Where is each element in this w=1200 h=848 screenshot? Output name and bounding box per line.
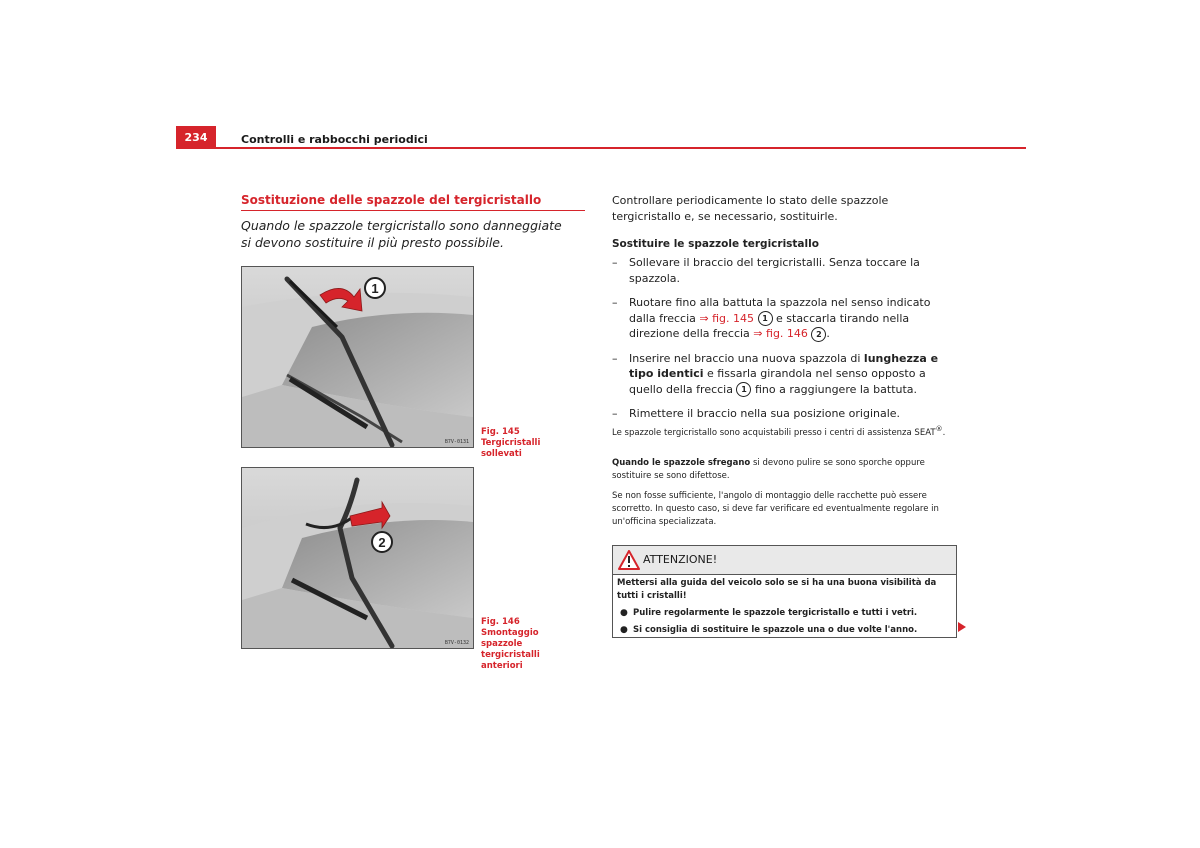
warning-bullet-text: Pulire regolarmente le spazzole tergicristallo e tutti i vetri.: [633, 608, 918, 618]
dash: –: [612, 256, 618, 269]
wiper-raised-illustration: [242, 267, 473, 447]
step-3: [612, 351, 957, 398]
bullet-dot: ●: [620, 608, 628, 618]
warning-lead: Mettersi alla guida del veicolo solo se si ha una buona visibilità da tutti i cristalli!: [617, 578, 937, 601]
step-4: [612, 406, 957, 422]
step-1: [612, 255, 957, 286]
fig-145-link[interactable]: ⇒ fig. 145: [699, 311, 755, 325]
figure-code: B7V-0132: [444, 640, 469, 646]
registered-mark: ®: [935, 424, 943, 433]
note-text: Le spazzole tergicristallo sono acquistabili presso i centri di assistenza SEAT: [612, 427, 936, 438]
procedure-heading: Sostituire le spazzole tergicristallo: [612, 238, 819, 250]
continue-arrow-icon: [958, 622, 966, 632]
callout-circle-icon: 2: [811, 327, 826, 342]
step-text: e fissarla girandola nel senso opposto a quello della freccia: [629, 367, 926, 396]
caption-text: Smontaggio spazzole tergicristalli anteriori: [481, 628, 540, 671]
caption-number: Fig. 145: [481, 427, 520, 437]
figure-callout-2: 2: [378, 535, 386, 550]
dash: –: [612, 407, 618, 420]
note-text: .: [942, 427, 946, 438]
warning-triangle-icon: [618, 550, 640, 570]
warning-bullet: [617, 624, 952, 637]
step-text: Rimettere il braccio nella sua posizione originale.: [629, 407, 901, 420]
step-text: Sollevare il braccio del tergicristalli. Senza toccare la spazzola.: [629, 256, 920, 285]
section-rule: [241, 210, 585, 211]
note-bold: Quando le spazzole sfregano: [612, 458, 751, 468]
procedure-steps: [612, 255, 957, 431]
figure-146-caption: [481, 617, 576, 672]
page-number: 234: [176, 126, 216, 148]
warning-bullet: [617, 607, 952, 620]
warning-bullet-text: Si consiglia di sostituire le spazzole una o due volte l'anno.: [633, 625, 918, 635]
step-text: fino a raggiungere la battuta.: [751, 382, 918, 396]
caption-text: Tergicristalli sollevati: [481, 438, 541, 459]
dash: –: [612, 351, 618, 365]
step-text: Inserire nel braccio una nuova spazzola di: [629, 351, 864, 365]
step-text: Ruotare fino alla battuta la spazzola nel senso indicato dalla freccia: [629, 296, 931, 325]
caption-number: Fig. 146: [481, 617, 520, 627]
warning-box: [612, 545, 957, 638]
figure-callout-1: 1: [371, 281, 379, 296]
header-rule: [176, 147, 1026, 149]
note-purchase: [612, 422, 957, 440]
section-title: Sostituzione delle spazzole del tergicristallo: [241, 193, 542, 207]
warning-title: ATTENZIONE!: [643, 553, 718, 566]
callout-circle-icon: 1: [758, 311, 773, 326]
note-angle: Se non fosse sufficiente, l'angolo di montaggio delle racchette può essere scorretto. In questo caso, si deve far verificare ed eventualmente regolare in un'officina specializzata.: [612, 491, 939, 527]
step-text: e staccarla tirando nella direzione della freccia: [629, 311, 910, 340]
warning-body: [617, 577, 952, 637]
figure-145: [241, 266, 474, 448]
figure-code: B7V-0131: [444, 439, 469, 445]
wiper-removal-illustration: [242, 468, 473, 648]
figure-146: [241, 467, 474, 649]
note-text: si devono pulire se sono sporche oppure sostituire se sono difettose.: [612, 458, 925, 481]
callout-circle-icon: 1: [736, 382, 751, 397]
note-sfregano: [612, 457, 957, 483]
figure-145-caption: [481, 427, 576, 460]
intro-paragraph: Controllare periodicamente lo stato delle spazzole tergicristallo e, se necessario, sostituirle.: [612, 194, 889, 223]
step-bold-text: lunghezza e tipo identici: [629, 351, 939, 380]
fig-146-link[interactable]: ⇒ fig. 146: [753, 327, 808, 340]
dash: –: [612, 296, 618, 309]
section-intro: Quando le spazzole tergicristallo sono danneggiate si devono sostituire il più presto possibile.: [241, 218, 562, 250]
warning-header: [613, 546, 956, 575]
bullet-dot: ●: [620, 625, 628, 635]
step-2: [612, 295, 957, 342]
header-title: Controlli e rabbocchi periodici: [241, 133, 428, 146]
step-text: .: [826, 327, 830, 340]
